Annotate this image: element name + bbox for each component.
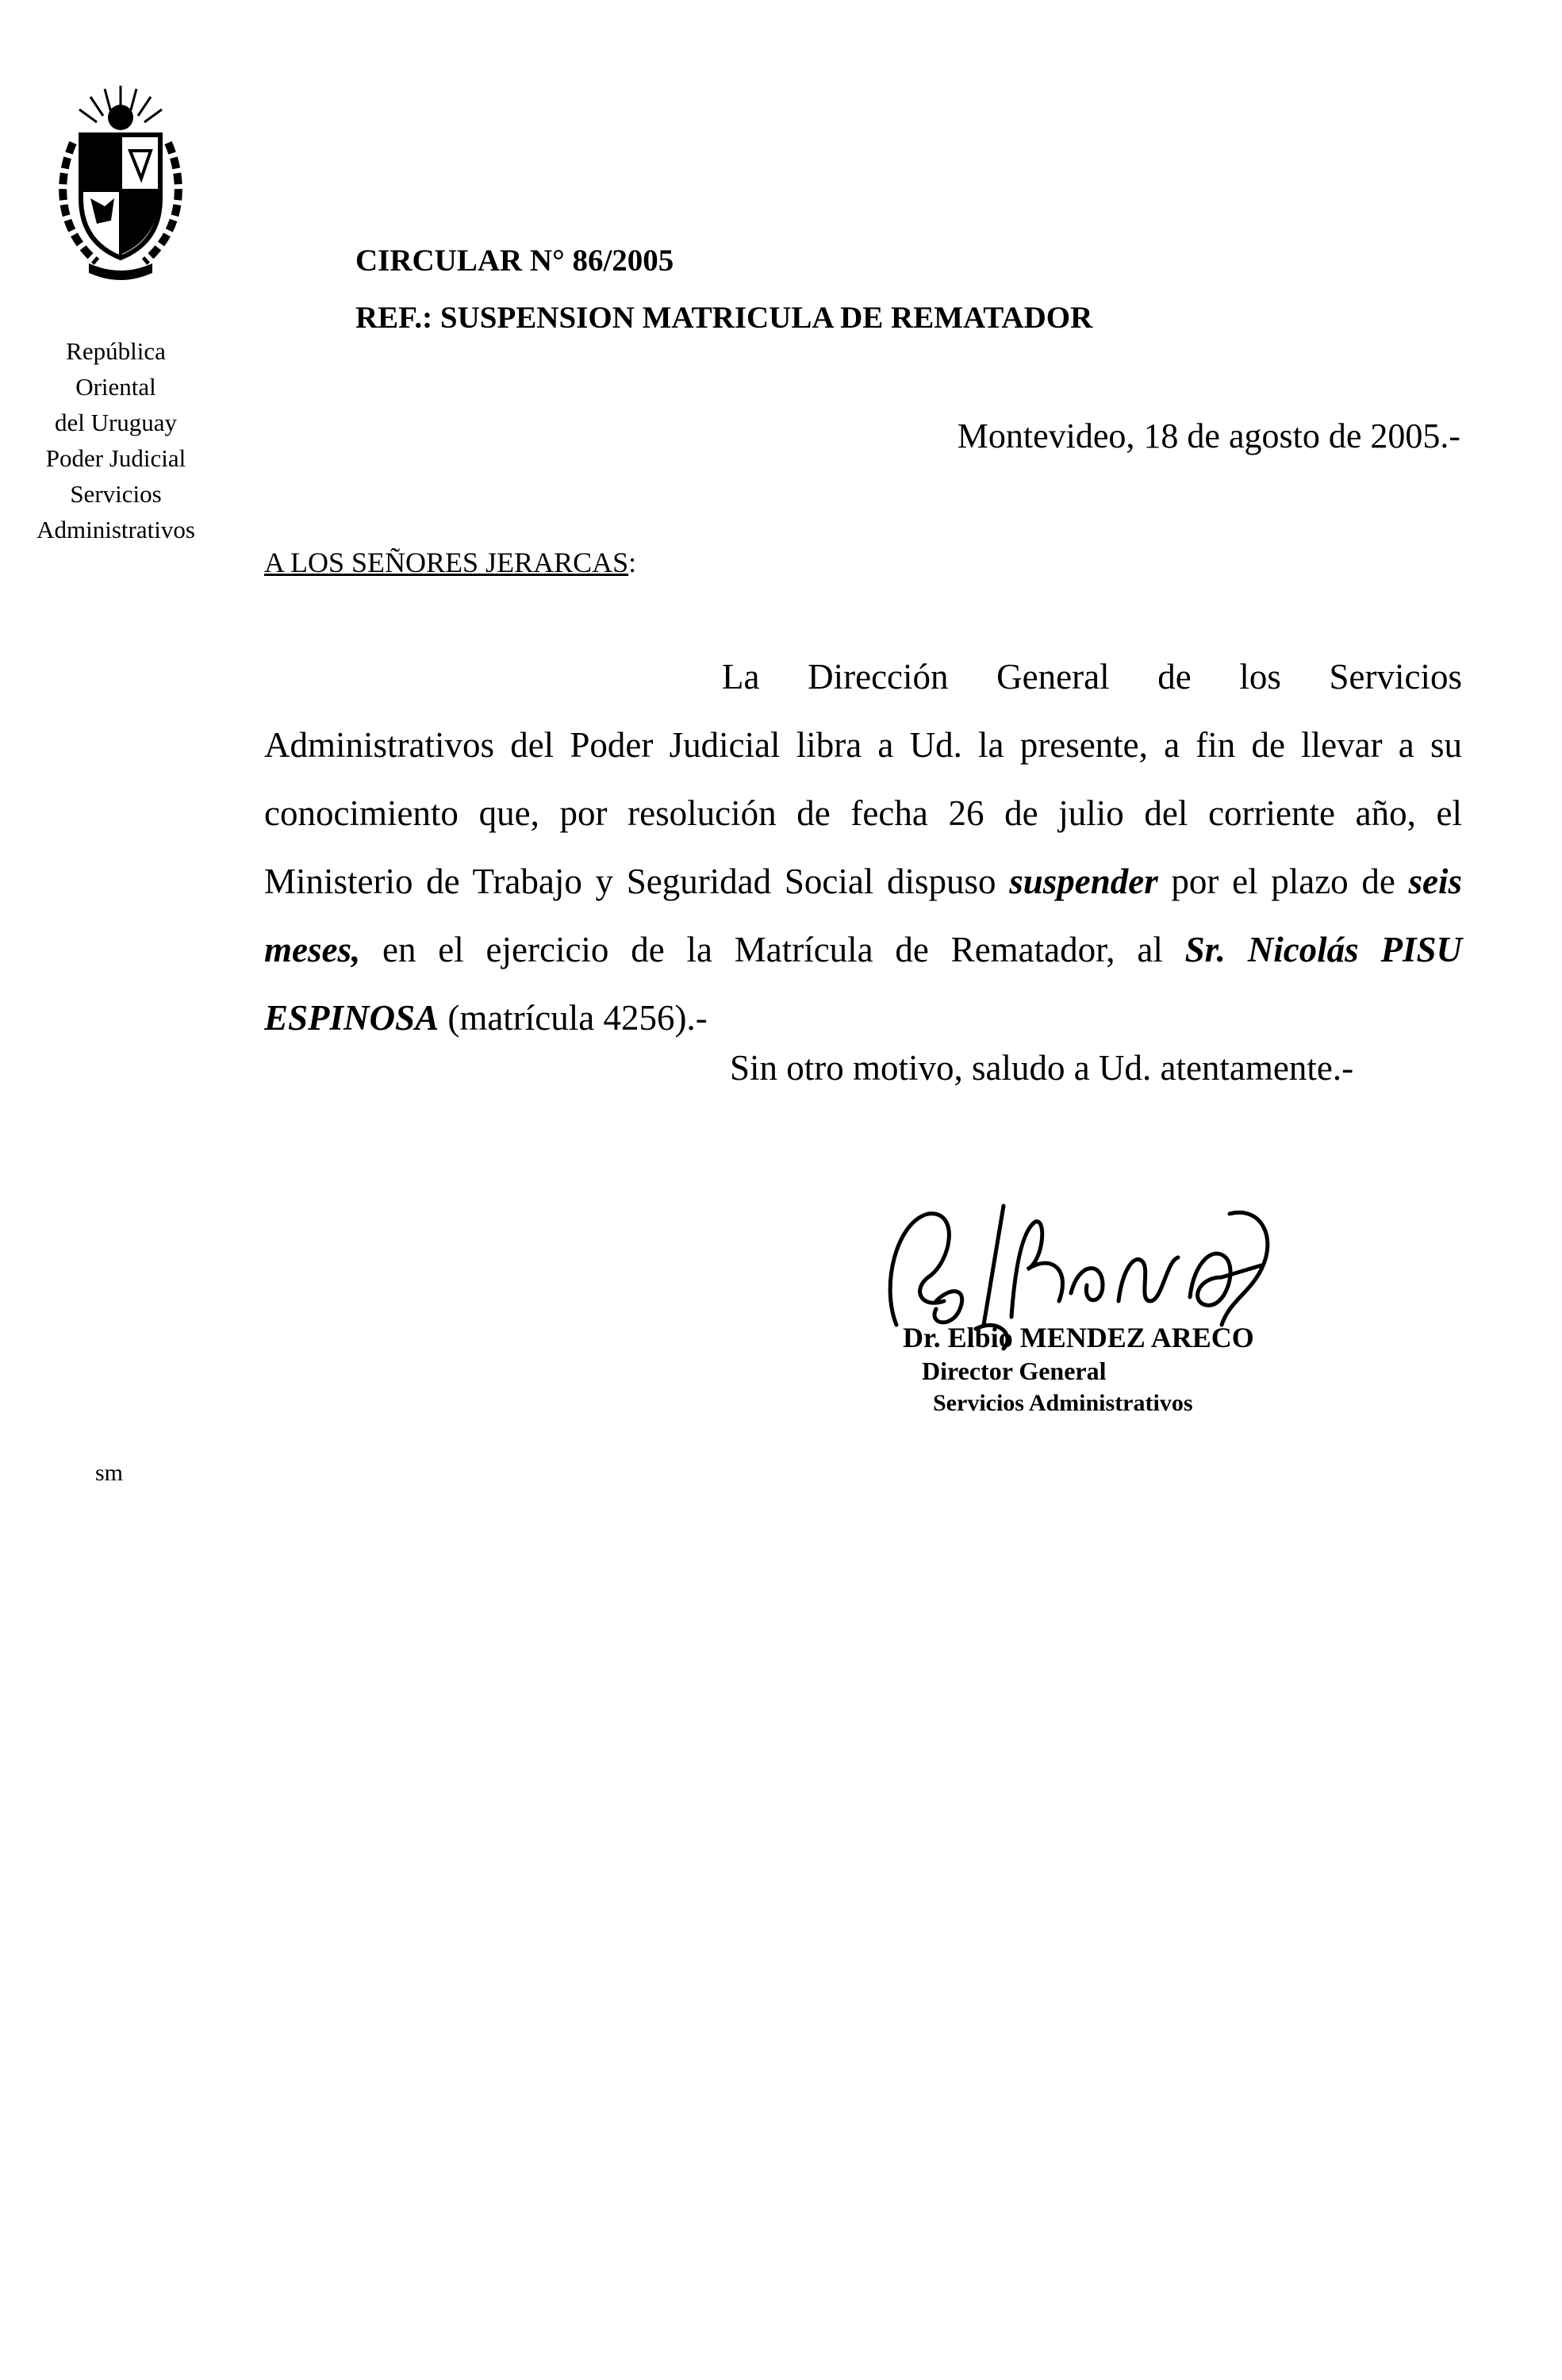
body-text-part: La Dirección General de los Servicios Administrativos del Poder Judicial libra a Ud. la presente, a fin de llevar a su conocimiento que, por resolución de fecha 26 de julio del corriente año, el Ministerio de Trabajo y Seguridad Social dispuso — [264, 657, 1462, 901]
issuer-line: del Uruguay — [54, 409, 178, 436]
issuer-line: Servicios — [70, 480, 162, 508]
date-line: Montevideo, 18 de agosto de 2005.- — [957, 416, 1460, 455]
signatory-title: Director General — [922, 1357, 1107, 1385]
issuer-line: Administrativos — [36, 516, 195, 543]
issuer-block — [0, 333, 232, 547]
typist-initials: sm — [95, 1460, 124, 1486]
body-text-part: (matrícula 4256).- — [439, 998, 708, 1038]
coat-of-arms-icon — [41, 79, 200, 286]
issuer-line: República — [66, 337, 166, 365]
signatory-name: Dr. Elbio MENDEZ ARECO — [903, 1322, 1254, 1353]
reference-line: REF.: SUSPENSION MATRICULA DE REMATADOR — [355, 301, 1093, 335]
closing-line: Sin otro motivo, saludo a Ud. atentamente.- — [730, 1048, 1354, 1088]
issuer-line: Poder Judicial — [45, 444, 186, 472]
body-text-part: en el ejercicio de la Matrícula de Rematador, al — [360, 930, 1185, 969]
signature-block — [865, 1190, 1309, 1444]
body-emphasis: Sr. Nicolás PISU ESPINOSA — [264, 930, 1462, 1038]
body-emphasis: seis meses, — [264, 862, 1462, 969]
circular-number: CIRCULAR N° 86/2005 — [355, 244, 674, 278]
body-text-part: por el plazo de — [1157, 862, 1409, 901]
salutation — [264, 546, 636, 579]
salutation-colon: : — [628, 547, 637, 578]
issuer-line: Oriental — [75, 373, 156, 401]
salutation-text: A LOS SEÑORES JERARCAS — [264, 547, 629, 578]
signatory-department: Servicios Administrativos — [933, 1390, 1193, 1416]
body-emphasis: suspender — [1009, 862, 1158, 901]
body-paragraph — [264, 643, 1462, 1052]
